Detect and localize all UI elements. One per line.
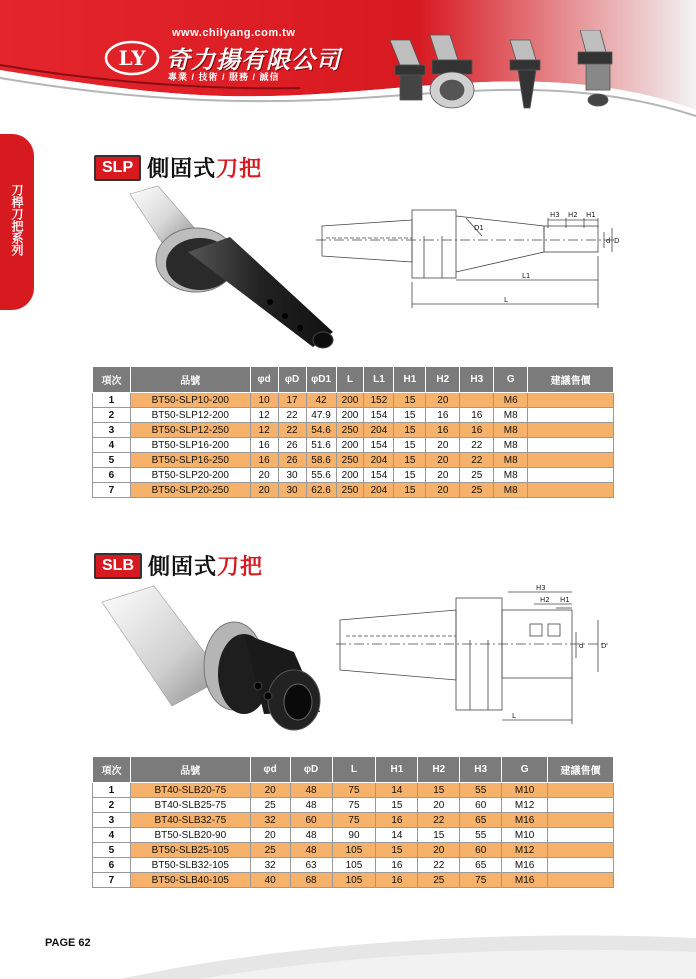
- model-cell: BT50-SLP12-250: [130, 423, 250, 438]
- model-cell: BT50-SLB40-105: [130, 873, 250, 888]
- slb-dim-big-d: D: [601, 642, 607, 650]
- slp-dim-l1: L1: [522, 272, 531, 280]
- table-cell: 4: [93, 828, 131, 843]
- table-cell: [548, 843, 614, 858]
- company-slogan: 專業 / 技術 / 服務 / 誠信: [168, 72, 280, 82]
- table-cell: 25: [418, 873, 460, 888]
- table-cell: [548, 783, 614, 798]
- table-cell: 90: [332, 828, 376, 843]
- table-cell: 47.9: [306, 408, 336, 423]
- table-cell: 55.6: [306, 468, 336, 483]
- page-number: PAGE 62: [45, 937, 91, 949]
- slp-dim-l: L: [504, 296, 508, 304]
- slp-dim-d1: D1: [474, 224, 484, 232]
- slb-col-header: L: [332, 757, 376, 783]
- table-cell: 75: [332, 813, 376, 828]
- slb-code-badge: SLB: [94, 553, 142, 579]
- slp-dim-big-d: D: [614, 237, 620, 245]
- table-cell: 20: [418, 798, 460, 813]
- slb-col-header: φd: [250, 757, 290, 783]
- table-cell: 22: [460, 438, 494, 453]
- table-cell: 14: [376, 828, 418, 843]
- slb-technical-drawing: [336, 580, 610, 726]
- slp-col-header: L: [336, 367, 364, 393]
- company-name: 奇力揚有限公司: [166, 47, 341, 74]
- table-cell: M8: [494, 438, 528, 453]
- slb-col-header: 項次: [93, 757, 131, 783]
- table-cell: 16: [376, 873, 418, 888]
- table-cell: 152: [364, 393, 394, 408]
- table-cell: 154: [364, 468, 394, 483]
- table-cell: 25: [250, 843, 290, 858]
- slp-title-black: 側固式: [147, 156, 217, 181]
- table-cell: 48: [290, 798, 332, 813]
- table-cell: 2: [93, 408, 131, 423]
- table-cell: 75: [332, 798, 376, 813]
- table-cell: 65: [460, 858, 502, 873]
- table-cell: 105: [332, 858, 376, 873]
- table-cell: 22: [418, 813, 460, 828]
- slb-dim-l: L: [512, 712, 516, 720]
- table-cell: 15: [394, 453, 426, 468]
- table-cell: 60: [460, 798, 502, 813]
- table-cell: 4: [93, 438, 131, 453]
- table-cell: M8: [494, 453, 528, 468]
- table-cell: M8: [494, 408, 528, 423]
- table-cell: 20: [426, 438, 460, 453]
- model-cell: BT50-SLP10-200: [130, 393, 250, 408]
- slp-section-title: [94, 152, 262, 183]
- slp-col-header: φD: [278, 367, 306, 393]
- table-cell: 20: [426, 453, 460, 468]
- table-cell: 55: [460, 783, 502, 798]
- table-cell: 22: [418, 858, 460, 873]
- slb-dim-h2: H2: [540, 596, 550, 604]
- table-cell: [528, 408, 614, 423]
- table-cell: 1: [93, 783, 131, 798]
- table-row: [93, 828, 614, 843]
- slp-spec-table: [92, 366, 614, 498]
- table-cell: 200: [336, 468, 364, 483]
- model-cell: BT50-SLP16-250: [130, 453, 250, 468]
- table-cell: 204: [364, 423, 394, 438]
- table-cell: 22: [460, 453, 494, 468]
- table-row: [93, 438, 614, 453]
- table-cell: 48: [290, 783, 332, 798]
- table-cell: 204: [364, 453, 394, 468]
- table-cell: 30: [278, 483, 306, 498]
- table-cell: 200: [336, 408, 364, 423]
- table-cell: 48: [290, 843, 332, 858]
- table-row: [93, 408, 614, 423]
- table-cell: 15: [418, 828, 460, 843]
- table-cell: 63: [290, 858, 332, 873]
- table-cell: M12: [502, 798, 548, 813]
- model-cell: BT50-SLP20-200: [130, 468, 250, 483]
- table-cell: 2: [93, 798, 131, 813]
- slb-spec-table: [92, 756, 614, 888]
- table-cell: [548, 798, 614, 813]
- table-cell: 5: [93, 843, 131, 858]
- table-cell: 20: [426, 483, 460, 498]
- table-cell: 200: [336, 393, 364, 408]
- table-cell: 105: [332, 843, 376, 858]
- table-cell: 3: [93, 813, 131, 828]
- website-url[interactable]: www.chilyang.com.tw: [172, 27, 296, 39]
- model-cell: BT50-SLB20-90: [130, 828, 250, 843]
- slb-product-photo: [94, 582, 330, 738]
- slp-col-header: 品號: [130, 367, 250, 393]
- table-cell: 204: [364, 483, 394, 498]
- table-cell: M16: [502, 858, 548, 873]
- table-cell: 15: [376, 843, 418, 858]
- model-cell: BT50-SLB32-105: [130, 858, 250, 873]
- slb-col-header: 品號: [130, 757, 250, 783]
- table-cell: 30: [278, 468, 306, 483]
- table-row: [93, 483, 614, 498]
- model-cell: BT40-SLB25-75: [130, 798, 250, 813]
- table-cell: 5: [93, 453, 131, 468]
- table-cell: 16: [426, 423, 460, 438]
- company-logo: [104, 40, 160, 76]
- table-row: [93, 468, 614, 483]
- table-cell: 105: [332, 873, 376, 888]
- slp-table-header: [93, 367, 614, 393]
- slb-table-header: [93, 757, 614, 783]
- table-cell: 16: [460, 423, 494, 438]
- slb-title-black: 側固式: [148, 554, 218, 579]
- page-header: [0, 0, 696, 120]
- table-cell: 250: [336, 453, 364, 468]
- table-cell: 16: [376, 858, 418, 873]
- slp-col-header: H3: [460, 367, 494, 393]
- table-cell: [548, 813, 614, 828]
- table-cell: 16: [460, 408, 494, 423]
- table-cell: 7: [93, 483, 131, 498]
- table-cell: M10: [502, 828, 548, 843]
- table-cell: 20: [418, 843, 460, 858]
- table-cell: 15: [394, 438, 426, 453]
- table-row: [93, 813, 614, 828]
- table-cell: 22: [278, 408, 306, 423]
- table-cell: 48: [290, 828, 332, 843]
- slp-col-header: H2: [426, 367, 460, 393]
- table-row: [93, 798, 614, 813]
- table-cell: 16: [250, 438, 278, 453]
- table-cell: 26: [278, 453, 306, 468]
- table-row: [93, 783, 614, 798]
- table-cell: 20: [250, 783, 290, 798]
- table-cell: 20: [250, 483, 278, 498]
- slb-dim-d: d: [579, 642, 584, 650]
- table-cell: 62.6: [306, 483, 336, 498]
- table-cell: 1: [93, 393, 131, 408]
- table-cell: 15: [394, 408, 426, 423]
- table-cell: 54.6: [306, 423, 336, 438]
- model-cell: BT40-SLB32-75: [130, 813, 250, 828]
- slb-col-header: 建議售價: [548, 757, 614, 783]
- slb-col-header: H3: [460, 757, 502, 783]
- slp-dim-h3: H3: [550, 211, 560, 219]
- table-cell: 154: [364, 408, 394, 423]
- slb-col-header: G: [502, 757, 548, 783]
- table-cell: 200: [336, 438, 364, 453]
- table-cell: 42: [306, 393, 336, 408]
- table-cell: [548, 828, 614, 843]
- table-cell: 20: [426, 468, 460, 483]
- table-cell: M12: [502, 843, 548, 858]
- table-cell: 15: [394, 423, 426, 438]
- slp-dim-d: d: [606, 237, 611, 245]
- slp-col-header: G: [494, 367, 528, 393]
- slb-section-title: [94, 550, 263, 581]
- table-cell: M8: [494, 483, 528, 498]
- model-cell: BT50-SLP12-200: [130, 408, 250, 423]
- table-cell: [528, 483, 614, 498]
- table-cell: 26: [278, 438, 306, 453]
- table-cell: 16: [426, 408, 460, 423]
- table-cell: 15: [394, 393, 426, 408]
- slp-col-header: H1: [394, 367, 426, 393]
- table-cell: 25: [460, 468, 494, 483]
- model-cell: BT50-SLP16-200: [130, 438, 250, 453]
- table-cell: [528, 393, 614, 408]
- table-cell: 6: [93, 468, 131, 483]
- table-cell: 17: [278, 393, 306, 408]
- table-cell: 20: [250, 468, 278, 483]
- table-cell: 250: [336, 483, 364, 498]
- table-cell: 6: [93, 858, 131, 873]
- table-cell: 60: [290, 813, 332, 828]
- table-cell: 12: [250, 408, 278, 423]
- table-cell: 154: [364, 438, 394, 453]
- header-tool-images: [380, 30, 680, 110]
- table-cell: 20: [426, 393, 460, 408]
- table-row: [93, 873, 614, 888]
- slb-title-red: 刀把: [217, 554, 264, 579]
- table-cell: [528, 453, 614, 468]
- slp-col-header: φd: [250, 367, 278, 393]
- table-cell: [460, 393, 494, 408]
- slb-dim-h1: H1: [560, 596, 570, 604]
- table-cell: 12: [250, 423, 278, 438]
- slb-dim-h3: H3: [536, 584, 546, 592]
- svg-text:LY: LY: [118, 46, 146, 70]
- slp-technical-drawing: [316, 196, 620, 318]
- table-cell: M8: [494, 468, 528, 483]
- table-cell: 60: [460, 843, 502, 858]
- table-cell: 16: [250, 453, 278, 468]
- table-cell: M10: [502, 783, 548, 798]
- table-cell: 25: [460, 483, 494, 498]
- table-cell: [528, 438, 614, 453]
- table-row: [93, 843, 614, 858]
- table-cell: [528, 423, 614, 438]
- slb-col-header: H1: [376, 757, 418, 783]
- table-cell: 16: [376, 813, 418, 828]
- slp-col-header: φD1: [306, 367, 336, 393]
- table-cell: 3: [93, 423, 131, 438]
- table-cell: 15: [376, 798, 418, 813]
- table-cell: 15: [394, 483, 426, 498]
- footer-decoration: [0, 930, 696, 979]
- table-cell: 32: [250, 813, 290, 828]
- table-cell: 20: [250, 828, 290, 843]
- table-cell: 55: [460, 828, 502, 843]
- slp-code-badge: SLP: [94, 155, 141, 181]
- table-cell: [548, 873, 614, 888]
- slp-title-red: 刀把: [216, 156, 263, 181]
- slp-col-header: L1: [364, 367, 394, 393]
- table-cell: 68: [290, 873, 332, 888]
- model-cell: BT50-SLP20-250: [130, 483, 250, 498]
- table-cell: 7: [93, 873, 131, 888]
- category-side-label: 刀桿刀把系列: [10, 184, 24, 256]
- table-cell: 75: [460, 873, 502, 888]
- table-cell: 15: [418, 783, 460, 798]
- table-cell: 40: [250, 873, 290, 888]
- table-cell: 10: [250, 393, 278, 408]
- slb-col-header: φD: [290, 757, 332, 783]
- slb-col-header: H2: [418, 757, 460, 783]
- slp-dim-h2: H2: [568, 211, 578, 219]
- table-cell: 25: [250, 798, 290, 813]
- table-cell: [528, 468, 614, 483]
- model-cell: BT50-SLB25-105: [130, 843, 250, 858]
- model-cell: BT40-SLB20-75: [130, 783, 250, 798]
- table-cell: 75: [332, 783, 376, 798]
- table-cell: 51.6: [306, 438, 336, 453]
- table-cell: 15: [394, 468, 426, 483]
- table-cell: 65: [460, 813, 502, 828]
- table-cell: M16: [502, 873, 548, 888]
- table-cell: M16: [502, 813, 548, 828]
- table-cell: 14: [376, 783, 418, 798]
- table-row: [93, 453, 614, 468]
- slp-product-photo: [118, 182, 348, 352]
- table-cell: M6: [494, 393, 528, 408]
- slp-col-header: 建議售價: [528, 367, 614, 393]
- slp-dim-h1: H1: [586, 211, 596, 219]
- table-row: [93, 423, 614, 438]
- slp-col-header: 項次: [93, 367, 131, 393]
- table-cell: 32: [250, 858, 290, 873]
- table-cell: M8: [494, 423, 528, 438]
- table-cell: [548, 858, 614, 873]
- table-row: [93, 393, 614, 408]
- table-cell: 22: [278, 423, 306, 438]
- table-row: [93, 858, 614, 873]
- table-cell: 250: [336, 423, 364, 438]
- table-cell: 58.6: [306, 453, 336, 468]
